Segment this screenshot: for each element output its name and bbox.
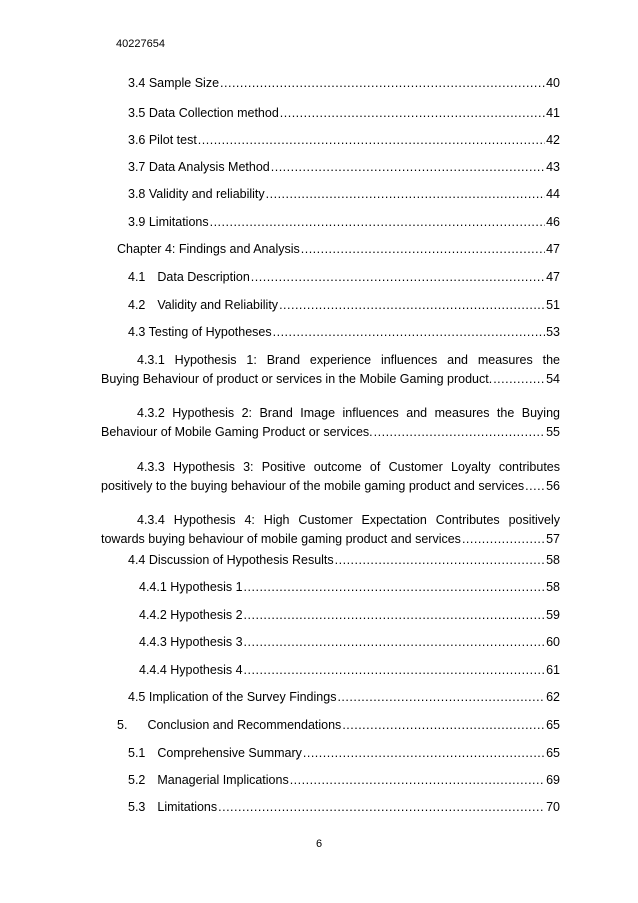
toc-leader-dots bbox=[303, 746, 545, 760]
toc-entry-page: 41 bbox=[546, 106, 560, 120]
toc-leader-dots bbox=[244, 663, 546, 677]
toc-leader-dots bbox=[244, 608, 546, 622]
toc-entry-label: 4.4.4 Hypothesis 4 bbox=[139, 663, 243, 677]
student-id: 40227654 bbox=[116, 38, 165, 50]
toc-entry-hypothesis[interactable] bbox=[101, 460, 560, 493]
toc-entry-label: 4.3 Testing of Hypotheses bbox=[128, 325, 272, 339]
toc-entry-page: 69 bbox=[546, 773, 560, 787]
toc-leader-dots bbox=[220, 76, 545, 90]
toc-entry-page: 57 bbox=[546, 532, 560, 546]
toc-entry-title: Limitations bbox=[157, 800, 218, 814]
toc-entry-page: 58 bbox=[546, 580, 560, 594]
toc-entry-number: 4.2 bbox=[128, 298, 146, 312]
toc-entry-page: 46 bbox=[546, 215, 560, 229]
toc-leader-dots bbox=[337, 690, 545, 704]
toc-entry-title: Conclusion and Recommendations bbox=[147, 718, 342, 732]
toc-entry-label bbox=[117, 718, 341, 732]
toc-entry-label: 4.5 Implication of the Survey Findings bbox=[128, 690, 337, 704]
toc-leader-dots bbox=[280, 106, 545, 120]
toc-leader-dots bbox=[218, 800, 545, 814]
toc-leader-dots bbox=[301, 242, 545, 256]
toc-entry-label: 4.4.1 Hypothesis 1 bbox=[139, 580, 243, 594]
toc-entry[interactable] bbox=[128, 133, 560, 147]
toc-leader-dots bbox=[290, 773, 545, 787]
toc-entry-line2: towards buying behaviour of mobile gaming product and services bbox=[101, 532, 461, 546]
toc-entry[interactable] bbox=[139, 635, 560, 649]
toc-entry-label: 4.4.3 Hypothesis 3 bbox=[139, 635, 243, 649]
toc-entry-page: 53 bbox=[546, 325, 560, 339]
toc-leader-dots bbox=[374, 425, 545, 439]
toc-entry-page: 58 bbox=[546, 553, 560, 567]
toc-entry-page: 42 bbox=[546, 133, 560, 147]
toc-entry-line1: 4.3.2 Hypothesis 2: Brand Image influences and measures the Buying bbox=[137, 406, 560, 420]
toc-entry-page: 56 bbox=[546, 479, 560, 493]
toc-entry-number: 5.1 bbox=[128, 746, 146, 760]
toc-entry-page: 55 bbox=[546, 425, 560, 439]
toc-entry-page: 44 bbox=[546, 187, 560, 201]
toc-entry-page: 43 bbox=[546, 160, 560, 174]
toc-entry[interactable] bbox=[128, 298, 560, 312]
toc-entry-number: 5.2 bbox=[128, 773, 146, 787]
toc-entry-page: 61 bbox=[546, 663, 560, 677]
toc-leader-dots bbox=[462, 532, 545, 546]
toc-entry-label: 3.5 Data Collection method bbox=[128, 106, 279, 120]
toc-entry[interactable] bbox=[128, 773, 560, 787]
toc-entry-label bbox=[128, 773, 289, 787]
toc-entry-title: Validity and Reliability bbox=[157, 298, 279, 312]
toc-entry-line1: 4.3.3 Hypothesis 3: Positive outcome of Customer Loyalty contributes bbox=[137, 460, 560, 474]
toc-leader-dots bbox=[279, 298, 545, 312]
toc-leader-dots bbox=[198, 133, 545, 147]
toc-entry[interactable] bbox=[128, 800, 560, 814]
toc-leader-dots bbox=[266, 187, 545, 201]
toc-entry[interactable] bbox=[128, 106, 560, 120]
toc-entry-label: 3.6 Pilot test bbox=[128, 133, 197, 147]
toc-entry-line1: 4.3.1 Hypothesis 1: Brand experience influences and measures the bbox=[137, 353, 560, 367]
toc-entry-hypothesis[interactable] bbox=[101, 513, 560, 546]
toc-entry[interactable] bbox=[128, 690, 560, 704]
toc-entry[interactable] bbox=[128, 553, 560, 567]
toc-leader-dots bbox=[210, 215, 545, 229]
toc-entry-chapter[interactable] bbox=[117, 718, 560, 732]
toc-entry-page: 51 bbox=[546, 298, 560, 312]
toc-leader-dots bbox=[493, 372, 545, 386]
toc-entry-label: 3.8 Validity and reliability bbox=[128, 187, 265, 201]
toc-entry-hypothesis[interactable] bbox=[101, 353, 560, 386]
toc-entry-label: 4.4.2 Hypothesis 2 bbox=[139, 608, 243, 622]
toc-entry-title: Data Description bbox=[157, 270, 250, 284]
toc-entry-page: 62 bbox=[546, 690, 560, 704]
toc-entry-label bbox=[128, 800, 217, 814]
toc-entry-title: Comprehensive Summary bbox=[157, 746, 302, 760]
toc-entry-label: 4.4 Discussion of Hypothesis Results bbox=[128, 553, 334, 567]
toc-entry-page: 54 bbox=[546, 372, 560, 386]
toc-entry-label: 3.7 Data Analysis Method bbox=[128, 160, 270, 174]
toc-entry-page: 47 bbox=[546, 270, 560, 284]
toc-entry[interactable] bbox=[128, 325, 560, 339]
toc-entry[interactable] bbox=[128, 160, 560, 174]
toc-entry-page: 47 bbox=[546, 242, 560, 256]
toc-entry-hypothesis[interactable] bbox=[101, 406, 560, 439]
toc-entry-label: Chapter 4: Findings and Analysis bbox=[117, 242, 300, 256]
toc-entry-chapter[interactable] bbox=[117, 242, 560, 256]
toc-entry[interactable] bbox=[128, 746, 560, 760]
toc-leader-dots bbox=[244, 580, 546, 594]
toc-entry-page: 65 bbox=[546, 746, 560, 760]
toc-entry[interactable] bbox=[139, 580, 560, 594]
toc-entry-page: 60 bbox=[546, 635, 560, 649]
toc-entry-label bbox=[128, 298, 278, 312]
toc-entry-label bbox=[128, 746, 302, 760]
toc-leader-dots bbox=[273, 325, 545, 339]
toc-entry-number: 5.3 bbox=[128, 800, 146, 814]
toc-leader-dots bbox=[271, 160, 545, 174]
toc-entry-number: 4.1 bbox=[128, 270, 146, 284]
toc-entry-page: 65 bbox=[546, 718, 560, 732]
toc-entry-label bbox=[128, 270, 250, 284]
toc-entry[interactable] bbox=[128, 270, 560, 284]
toc-entry-page: 40 bbox=[546, 76, 560, 90]
toc-entry[interactable] bbox=[128, 187, 560, 201]
toc-leader-dots bbox=[251, 270, 545, 284]
toc-leader-dots bbox=[525, 479, 545, 493]
toc-entry-line2: Behaviour of Mobile Gaming Product or services. bbox=[101, 425, 373, 439]
toc-entry-line2: positively to the buying behaviour of the mobile gaming product and services bbox=[101, 479, 525, 493]
toc-entry-number: 5. bbox=[117, 718, 128, 732]
toc-entry-label: 3.9 Limitations bbox=[128, 215, 209, 229]
toc-entry-page: 70 bbox=[546, 800, 560, 814]
page-number: 6 bbox=[315, 838, 323, 850]
toc-entry-line1: 4.3.4 Hypothesis 4: High Customer Expectation Contributes positively bbox=[137, 513, 560, 527]
toc-entry-line2: Buying Behaviour of product or services in the Mobile Gaming product. bbox=[101, 372, 493, 386]
toc-entry[interactable] bbox=[139, 608, 560, 622]
toc-entry[interactable] bbox=[128, 76, 560, 90]
toc-entry-page: 59 bbox=[546, 608, 560, 622]
toc-entry[interactable] bbox=[139, 663, 560, 677]
toc-entry-label: 3.4 Sample Size bbox=[128, 76, 220, 90]
toc-entry[interactable] bbox=[128, 215, 560, 229]
toc-leader-dots bbox=[335, 553, 545, 567]
toc-leader-dots bbox=[244, 635, 546, 649]
toc-leader-dots bbox=[342, 718, 545, 732]
toc-entry-title: Managerial Implications bbox=[157, 773, 289, 787]
